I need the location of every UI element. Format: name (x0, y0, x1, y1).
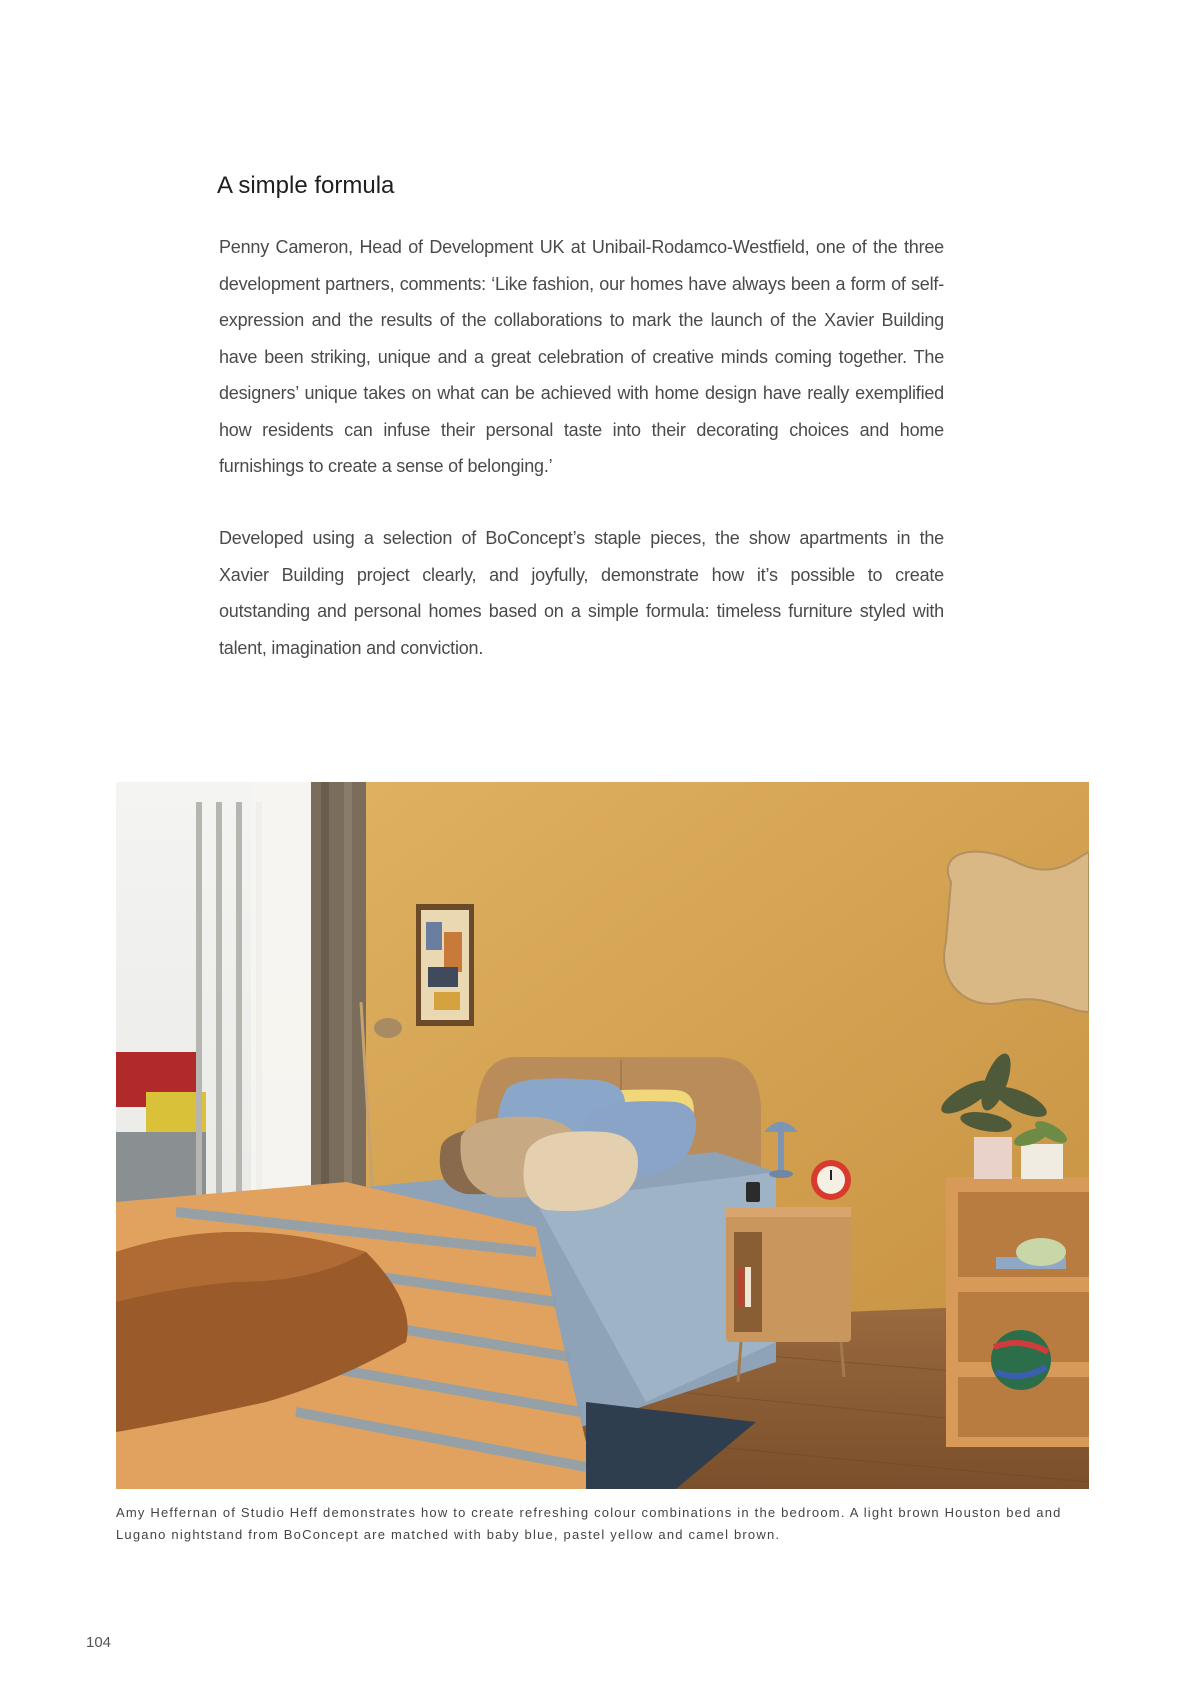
photo-caption: Amy Heffernan of Studio Heff demonstrates how to create refreshing colour combinations in the bedroom. A light brown Houston bed and Lugano nightstand from BoConcept are matched with baby blue, pastel yellow and camel brown. (116, 1505, 1062, 1542)
bedroom-photo (116, 782, 1089, 1489)
paragraph-1: Penny Cameron, Head of Development UK at Unibail-Rodamco-Westfield, one of the three development partners, comments: ‘Like fashion, our homes have always been a form of self-expression and the results of the collaborations to mark the launch of the Xavier Building have been striking, unique and a great celebration of creative minds coming together. The designers’ unique takes on what can be achieved with home design have really exemplified how residents can infuse their personal taste into their decorating choices and home furnishings to create a sense of belonging.’ (219, 237, 944, 476)
paragraph-2: Developed using a selection of BoConcept’s staple pieces, the show apartments in the Xavier Building project clearly, and joyfully, demonstrate how it’s possible to create outstanding and personal homes based on a simple formula: timeless furniture styled with talent, imagination and conviction. (219, 528, 944, 658)
section-heading: A simple formula (217, 172, 395, 199)
page-number: 104 (86, 1634, 112, 1651)
